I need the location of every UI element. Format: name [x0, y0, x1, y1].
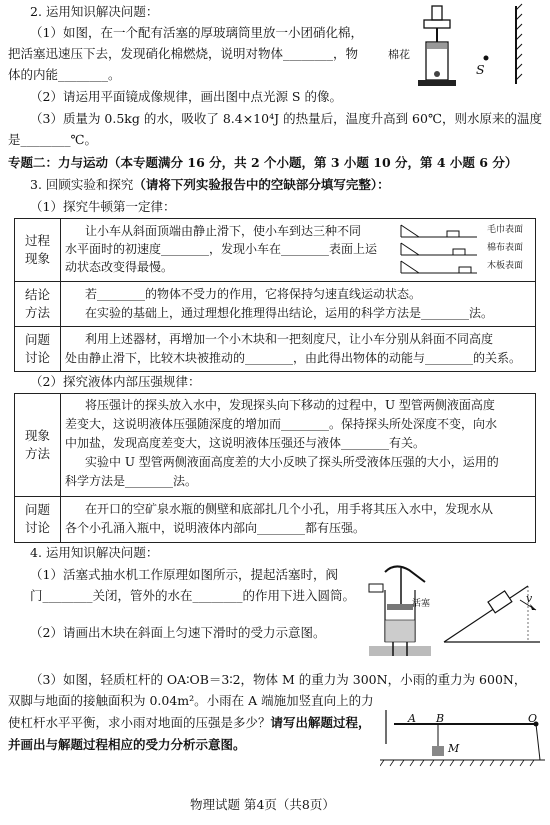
table1-row-conclusion [15, 281, 535, 327]
phenomenon-line4: 实验中 U 型管两侧液面高度差的大小反映了探头所受液体压强的大小，运用的 [85, 455, 499, 469]
piston-label: 活塞 [412, 599, 431, 609]
table1-row-discussion [15, 326, 535, 371]
process-line2: 水平面时的初速度________，发现小车在________表面上运 [65, 242, 378, 256]
table2-row-phenomenon [15, 394, 535, 497]
surface-towel: 毛巾表面 [487, 225, 524, 235]
process-line1: 让小车从斜面顶端由静止滑下，使小车到达三种不同 [85, 224, 362, 238]
liquid-pressure-table [14, 393, 536, 543]
surface-wood: 木板表面 [487, 261, 524, 271]
q4-title: 4. 运用知识解决问题： [30, 545, 159, 560]
phenomenon-line1: 将压强计的探头放入水中，发现探头向下移动的过程中，U 型管两侧液面高度 [85, 398, 495, 412]
row-label: 问题 讨论 [15, 326, 61, 371]
discussion-line1: 利用上述器材，再增加一个小木块和一把刻度尺，让小车分别从斜面不同高度 [85, 332, 494, 346]
lever-point-b: B [436, 712, 445, 725]
phenomenon-line5: 科学方法是________法。 [65, 474, 198, 488]
q2-p2: （2）请运用平面镜成像规律，画出图中点光源 S 的像。 [30, 89, 342, 104]
topic2-desc: （本专题满分 16 分，共 2 个小题，第 3 小题 10 分，第 4 小题 6 分） [108, 155, 518, 170]
q2-p3-line1: （3）质量为 0.5kg 的水，吸收了 8.4×10⁴J 的热量后，温度升高到 60℃，则水原来的温度 [30, 111, 542, 126]
table2-row-discussion [15, 496, 535, 542]
velocity-label: v [526, 592, 533, 605]
liquid-discussion-line1: 在开口的空矿泉水瓶的侧壁和底部扎几个小孔，用手将其压入水中，发现水从 [85, 502, 494, 516]
conclusion-line1: 若________的物体不受力的作用，它将保持匀速直线运动状态。 [85, 287, 422, 301]
plane-mirror-figure [470, 2, 540, 92]
point-source-label: S [476, 62, 485, 77]
liquid-discussion-line2: 各个小孔涌入瓶中，说明液体内部向________都有压强。 [65, 521, 366, 535]
q2-p3-line2: 是________℃。 [8, 132, 97, 147]
row-label: 现象 方法 [15, 394, 61, 496]
q4-p1-line1: （1）活塞式抽水机工作原理如图所示，提起活塞时，阀 [30, 567, 338, 582]
q2-p1-line3: 体的内能________。 [8, 67, 121, 82]
q3-title: 3. 回顾实验和探究 [30, 177, 134, 192]
q4-p3c: 使杠杆水平平衡，求小雨对地面的压强是多少？ [8, 715, 271, 730]
q4-p3-line4: 并画出与解题过程相应的受力分析示意图。 [8, 737, 246, 752]
table1-row-process [15, 219, 535, 282]
q3-sub2: （2）探究液体内部压强规律： [30, 374, 201, 389]
row-label: 过程 现象 [15, 219, 61, 281]
q4-p3-line3 [8, 715, 371, 731]
q2-title: 2. 运用知识解决问题： [30, 4, 159, 19]
q3-sub1: （1）探究牛顿第一定律： [30, 199, 176, 214]
q4-p2: （2）请画出木块在斜面上匀速下滑时的受力示意图。 [30, 625, 326, 640]
ramp-figures [397, 221, 487, 279]
topic2-title: 专题二：力与运动 [8, 155, 109, 170]
q3-heading [30, 177, 390, 193]
process-line3: 动状态改变得最慢。 [65, 260, 174, 274]
lever-point-a: A [408, 712, 416, 725]
row-label: 问题 讨论 [15, 496, 61, 542]
q4-p1-line2: 门________关闭，管外的水在________的作用下进入圆筒。 [30, 588, 356, 603]
q2-p1-line2: 把活塞迅速压下去，发现硝化棉燃烧，说明对物体________，物 [8, 46, 359, 61]
discussion-line2: 处由静止滑下，比较木块被推动的________，由此得出物体的动能与________的关系。 [65, 351, 522, 365]
object-m-label: M [448, 742, 460, 755]
lever-figure [380, 700, 545, 770]
page-footer: 物理试题 第4页（共8页） [190, 797, 335, 812]
glass-cylinder-figure [410, 2, 470, 92]
lever-point-o: O [528, 712, 538, 725]
q4-p3-line1: （3）如图，轻质杠杆的 OA∶OB＝3∶2，物体 M 的重力为 300N，小雨的重力为 600N， [30, 672, 527, 687]
conclusion-line2: 在实验的基础上，通过理想化推理得出结论，运用的科学方法是________法。 [85, 306, 494, 320]
cotton-label: 棉花 [388, 48, 410, 61]
topic2-heading [8, 155, 517, 171]
surface-cotton: 棉布表面 [487, 243, 524, 253]
phenomenon-line3: 中加盐，发现高度差变大，这说明液体压强还与液体________有关。 [65, 436, 426, 450]
q3-title-bold: （请将下列实验报告中的空缺部分填写完整）： [133, 177, 390, 192]
row-label: 结论 方法 [15, 281, 61, 326]
newton-law-table [14, 218, 536, 372]
phenomenon-line2: 差变大，这说明液体压强随深度的增加而________。保持探头所处深度不变，向水 [65, 417, 498, 431]
q4-p3-line2: 双脚与地面的接触面积为 0.04m²。小雨在 A 端施加竖直向上的力 [8, 693, 374, 708]
q4-p3c-bold: 请写出解题过程， [270, 715, 371, 730]
q2-p1-line1: （1）如图，在一个配有活塞的厚玻璃筒里放一小团硝化棉， [30, 25, 363, 40]
